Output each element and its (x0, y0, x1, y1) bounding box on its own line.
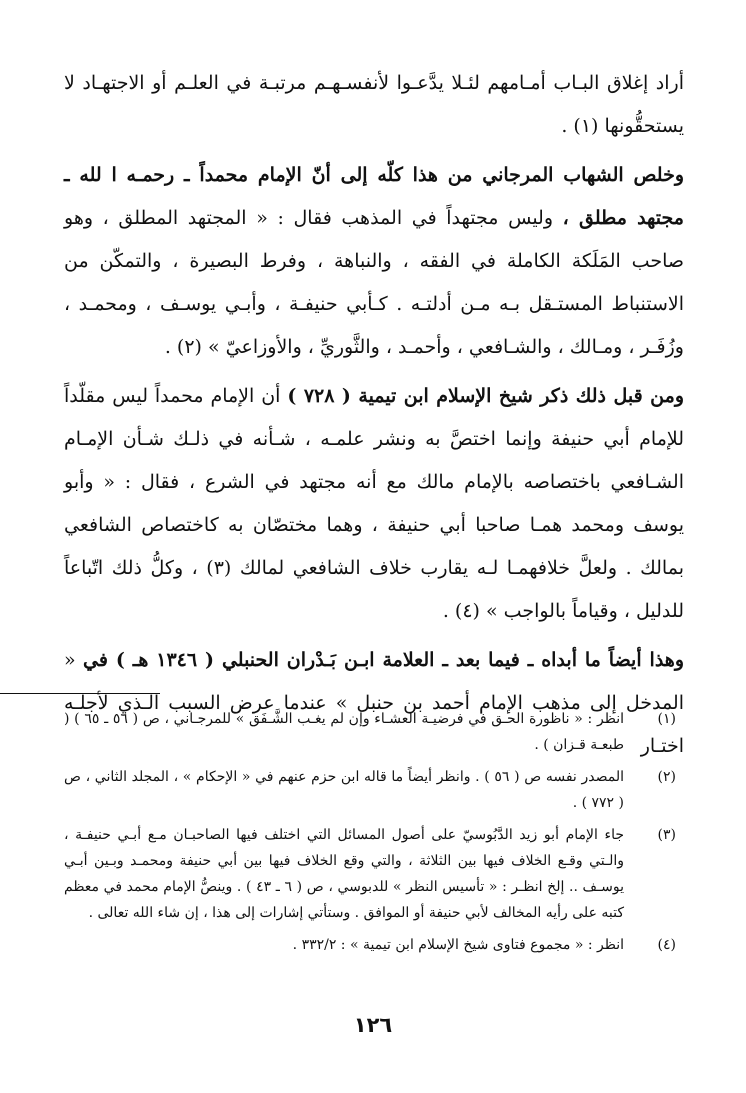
page-number: ١٢٦ (353, 1013, 393, 1037)
footnote-text: انظر : « مجموع فتاوى شيخ الإسلام ابن تيمية » : ٣٣٢/٢ . (292, 937, 624, 953)
paragraph-text: « المدخل إلى مذهب الإمام أحمد بن حنبل » عندما عرض السبب الـذي لأجلـه اختـار (64, 649, 684, 757)
footnote-2 (64, 764, 684, 816)
footnote-divider (0, 693, 160, 694)
footnote-number: (٣) (657, 827, 676, 843)
paragraph-lead: وخلص الشهاب المرجاني من هذا كلّه إلى أنّ الإمام محمداً ـ رحمـه ا لله ـ مجتهد مطلق ، (64, 164, 684, 229)
book-page (64, 62, 684, 768)
footnote-text: جاء الإمام أبو زيد الدَّبُوسيّ على أصول المسائل التي اختلف فيها الصاحبـان مـع أبـي حنيفـة ، والـتي وقـع الخلاف فيها بين الثلاثة ، والتي وقع الخلاف فيها بين أبي حنيفة ومحمـد وبـين أبـي يوسـف .. إلخ انظـر : « تأسيس النظر » للدبوسي ، ص ( ٦ ـ ٤٣ ) . وينصُّ الإمام محمد في معظم كتبه على رأيه المخالف لأبي حنيفة أو الموافق . وستأتي إشارات إلى هذا ، إن شاء الله تعالى . (64, 827, 624, 921)
footnote-1 (64, 706, 684, 758)
paragraph-lead: وهذا أيضاً ما أبداه ـ فيما بعد ـ العلامة ابـن بَـدْران الحنبلي ( ١٣٤٦ هـ ) في (82, 649, 684, 671)
body-paragraph-3 (64, 375, 684, 633)
footnote-number: (١) (657, 711, 676, 727)
footnote-number: (٢) (657, 769, 676, 785)
footnote-3 (64, 822, 684, 926)
paragraph-lead: ومن قبل ذلك ذكر شيخ الإسلام ابن تيمية ( ٧٢٨ ) (287, 385, 684, 407)
body-paragraph-2 (64, 154, 684, 369)
body-paragraph-1 (64, 62, 684, 148)
footnotes (64, 706, 684, 964)
footnote-text: المصدر نفسه ص ( ٥٦ ) . وانظر أيضاً ما قاله ابن حزم عنهم في « الإحكام » ، المجلد الثاني ، ص ( ٧٧٢ ) . (64, 769, 624, 811)
footnote-text: انظر : « ناظورة الحـق في فرضيـة العشـاء وإن لم يغـب الشَّـفَق » للمرجـاني ، ص ( ٥٦ ـ ٦٥ ) ( طبعـة قـزان ) . (64, 711, 624, 753)
paragraph-text: أراد إغلاق البـاب أمـامهم لئـلا يدَّعـوا لأنفسـهـم مرتبـة في العلـم أو الاجتهـاد لا يستحقُّونها (١) . (64, 72, 684, 137)
footnote-4 (64, 932, 684, 958)
footnote-number: (٤) (657, 937, 676, 953)
paragraph-text: وليس مجتهداً في المذهب فقال : « المجتهد المطلق ، وهو صاحب المَلَكة الكاملة في الفقه ، والنباهة ، وفرط البصيرة ، والتمكّن من الاستنباط المستـقل بـه مـن أدلتـه . كـأبي حنيفـة ، وأبـي يوسـف ، ومحمـد ، وزُفَـر ، ومـالك ، والشـافعي ، وأحمـد ، والثَّوريِّ ، والأوزاعيّ » (٢) . (64, 207, 684, 358)
paragraph-text: أن الإمام محمداً ليس مقلّداً للإمام أبي حنيفة وإنما اختصَّ به ونشر علمـه ، شـأنه في ذلـك شـأن الإمـام الشـافعي باختصاصه بالإمام مالك مع أنه مجتهد في الشرع ، فقال : « وأبو يوسف ومحمد همـا صاحبا أبي حنيفة ، وهما مختصّان به كاختصاص الشافعي بمالك . ولعلَّ خلافهمـا لـه يقارب خلاف الشافعي لمالك (٣) ، وكلُّ ذلك اتّباعاً للدليل ، وقياماً بالواجب » (٤) . (64, 385, 684, 622)
